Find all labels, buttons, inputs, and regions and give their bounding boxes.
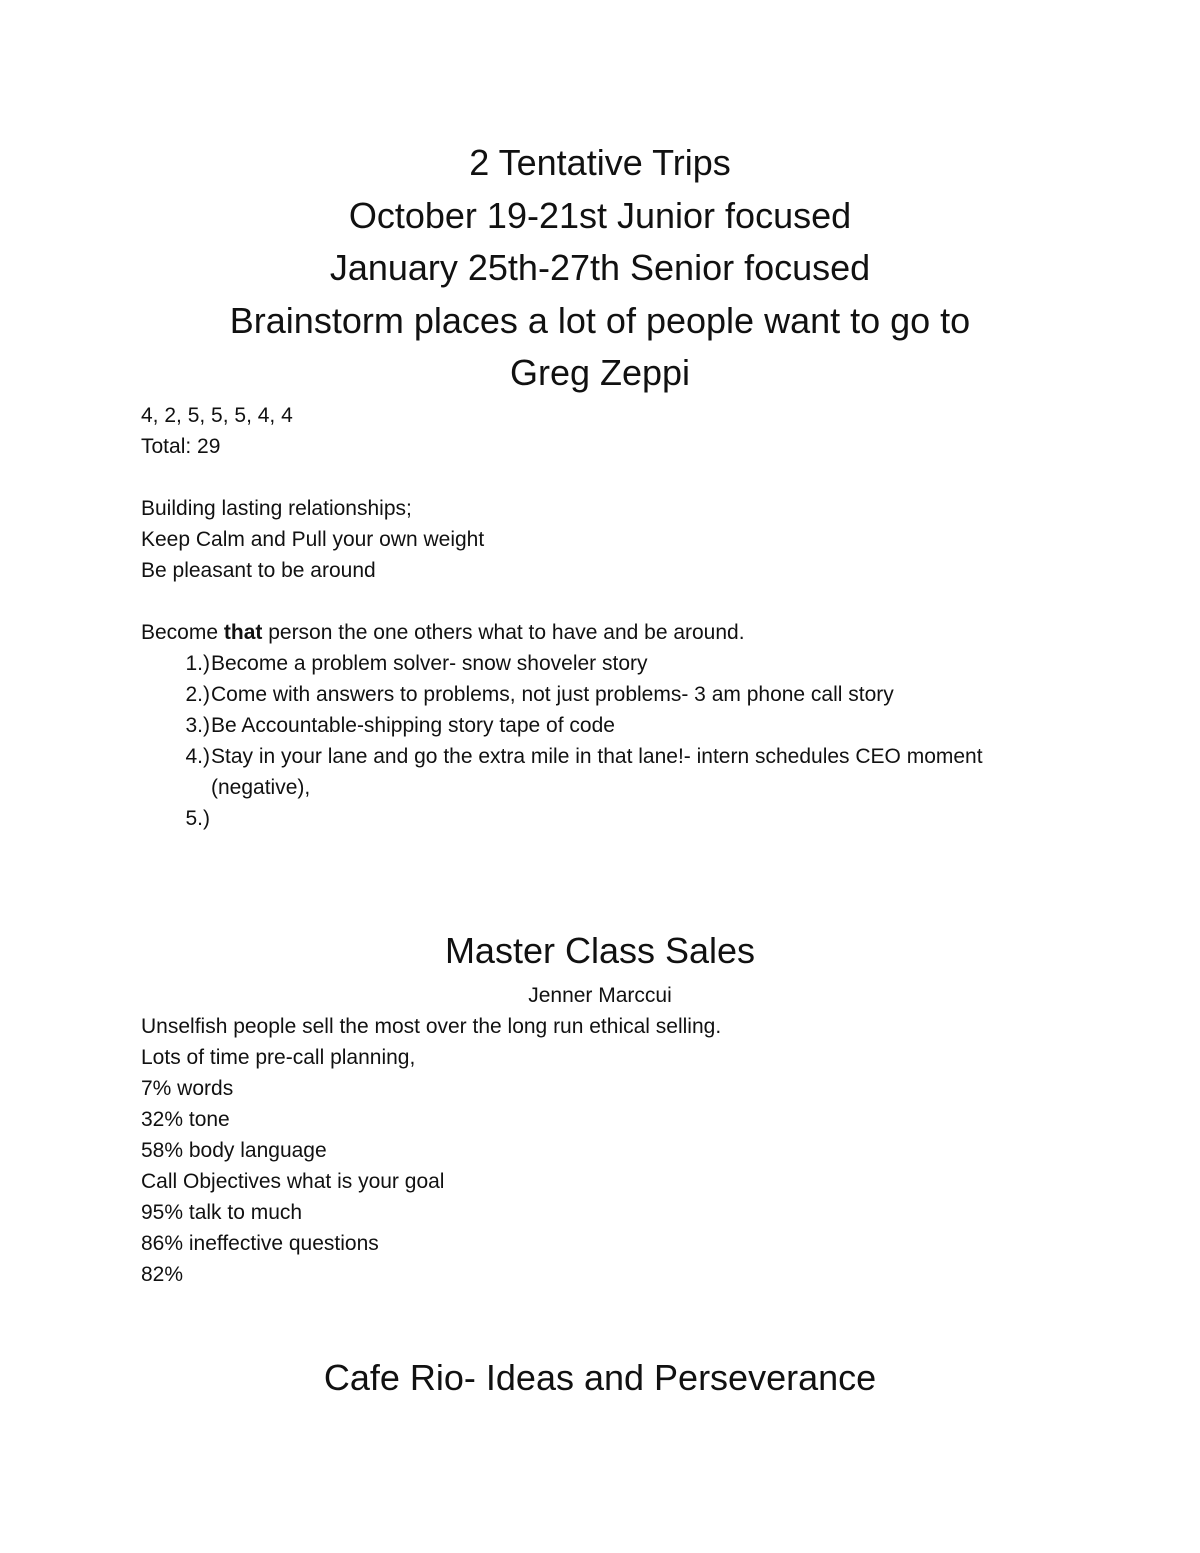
scores-values: 4, 2, 5, 5, 5, 4, 4	[141, 404, 293, 427]
list-item-number: 2.)	[185, 683, 210, 706]
list-item-text: Come with answers to problems, not just problems- 3 am phone call story	[211, 683, 894, 706]
master-class-line: 58% body language	[141, 1139, 327, 1162]
list-item	[141, 648, 1101, 679]
cafe-rio-title: Cafe Rio- Ideas and Perseverance	[323, 1357, 877, 1398]
master-class-line: Unselfish people sell the most over the long run ethical selling.	[141, 1015, 722, 1038]
become-bold-word: that	[223, 621, 263, 644]
list-item-number: 3.)	[185, 714, 210, 737]
master-class-line: 7% words	[141, 1077, 234, 1100]
blank-line	[141, 586, 1101, 617]
list-item-text: Become a problem solver- snow shoveler story	[211, 652, 648, 675]
list-item-number: 4.)	[185, 745, 210, 768]
cafe-rio-section-title	[0, 1352, 1200, 1405]
relationships-line: Keep Calm and Pull your own weight	[141, 528, 485, 551]
list-item	[141, 679, 1101, 710]
list-item-text	[211, 803, 1001, 834]
relationships-line: Building lasting relationships;	[141, 497, 412, 520]
list-item-number: 5.)	[185, 807, 210, 830]
master-class-line: 95% talk to much	[141, 1201, 303, 1224]
blank-line	[141, 462, 1101, 493]
list-item	[141, 741, 1101, 803]
list-item-text: Stay in your lane and go the extra mile in that lane!- intern schedules CEO moment (negative),	[211, 745, 983, 799]
master-class-line: 32% tone	[141, 1108, 230, 1131]
heading-line-brainstorm: Brainstorm places a lot of people want to go to	[229, 299, 971, 341]
list-item	[141, 710, 1101, 741]
list-item-text: Be Accountable-shipping story tape of code	[211, 714, 615, 737]
trips-heading	[0, 137, 1200, 400]
master-class-line: 86% ineffective questions	[141, 1232, 379, 1255]
heading-line-october: October 19-21st Junior focused	[348, 194, 852, 236]
become-prefix: Become	[141, 621, 224, 644]
master-class-line: Lots of time pre-call planning,	[141, 1046, 416, 1069]
notes-body	[141, 400, 1101, 834]
master-class-line: Call Objectives what is your goal	[141, 1170, 445, 1193]
master-class-speaker: Jenner Marccui	[528, 984, 672, 1007]
scores-total: Total: 29	[141, 435, 221, 458]
list-item	[141, 803, 1101, 834]
heading-line-trips: 2 Tentative Trips	[469, 142, 731, 183]
relationships-line: Be pleasant to be around	[141, 559, 376, 582]
heading-line-january: January 25th-27th Senior focused	[329, 247, 871, 288]
become-line	[141, 617, 1101, 648]
list-item-number: 1.)	[185, 652, 210, 675]
become-suffix: person the one others what to have and be around.	[262, 621, 745, 644]
master-class-line: 82%	[141, 1263, 184, 1286]
heading-line-speaker: Greg Zeppi	[509, 352, 691, 393]
master-class-title: Master Class Sales	[444, 930, 756, 971]
master-class-section-title	[0, 925, 1200, 978]
become-list	[141, 648, 1101, 834]
master-class-body	[141, 980, 1101, 1290]
